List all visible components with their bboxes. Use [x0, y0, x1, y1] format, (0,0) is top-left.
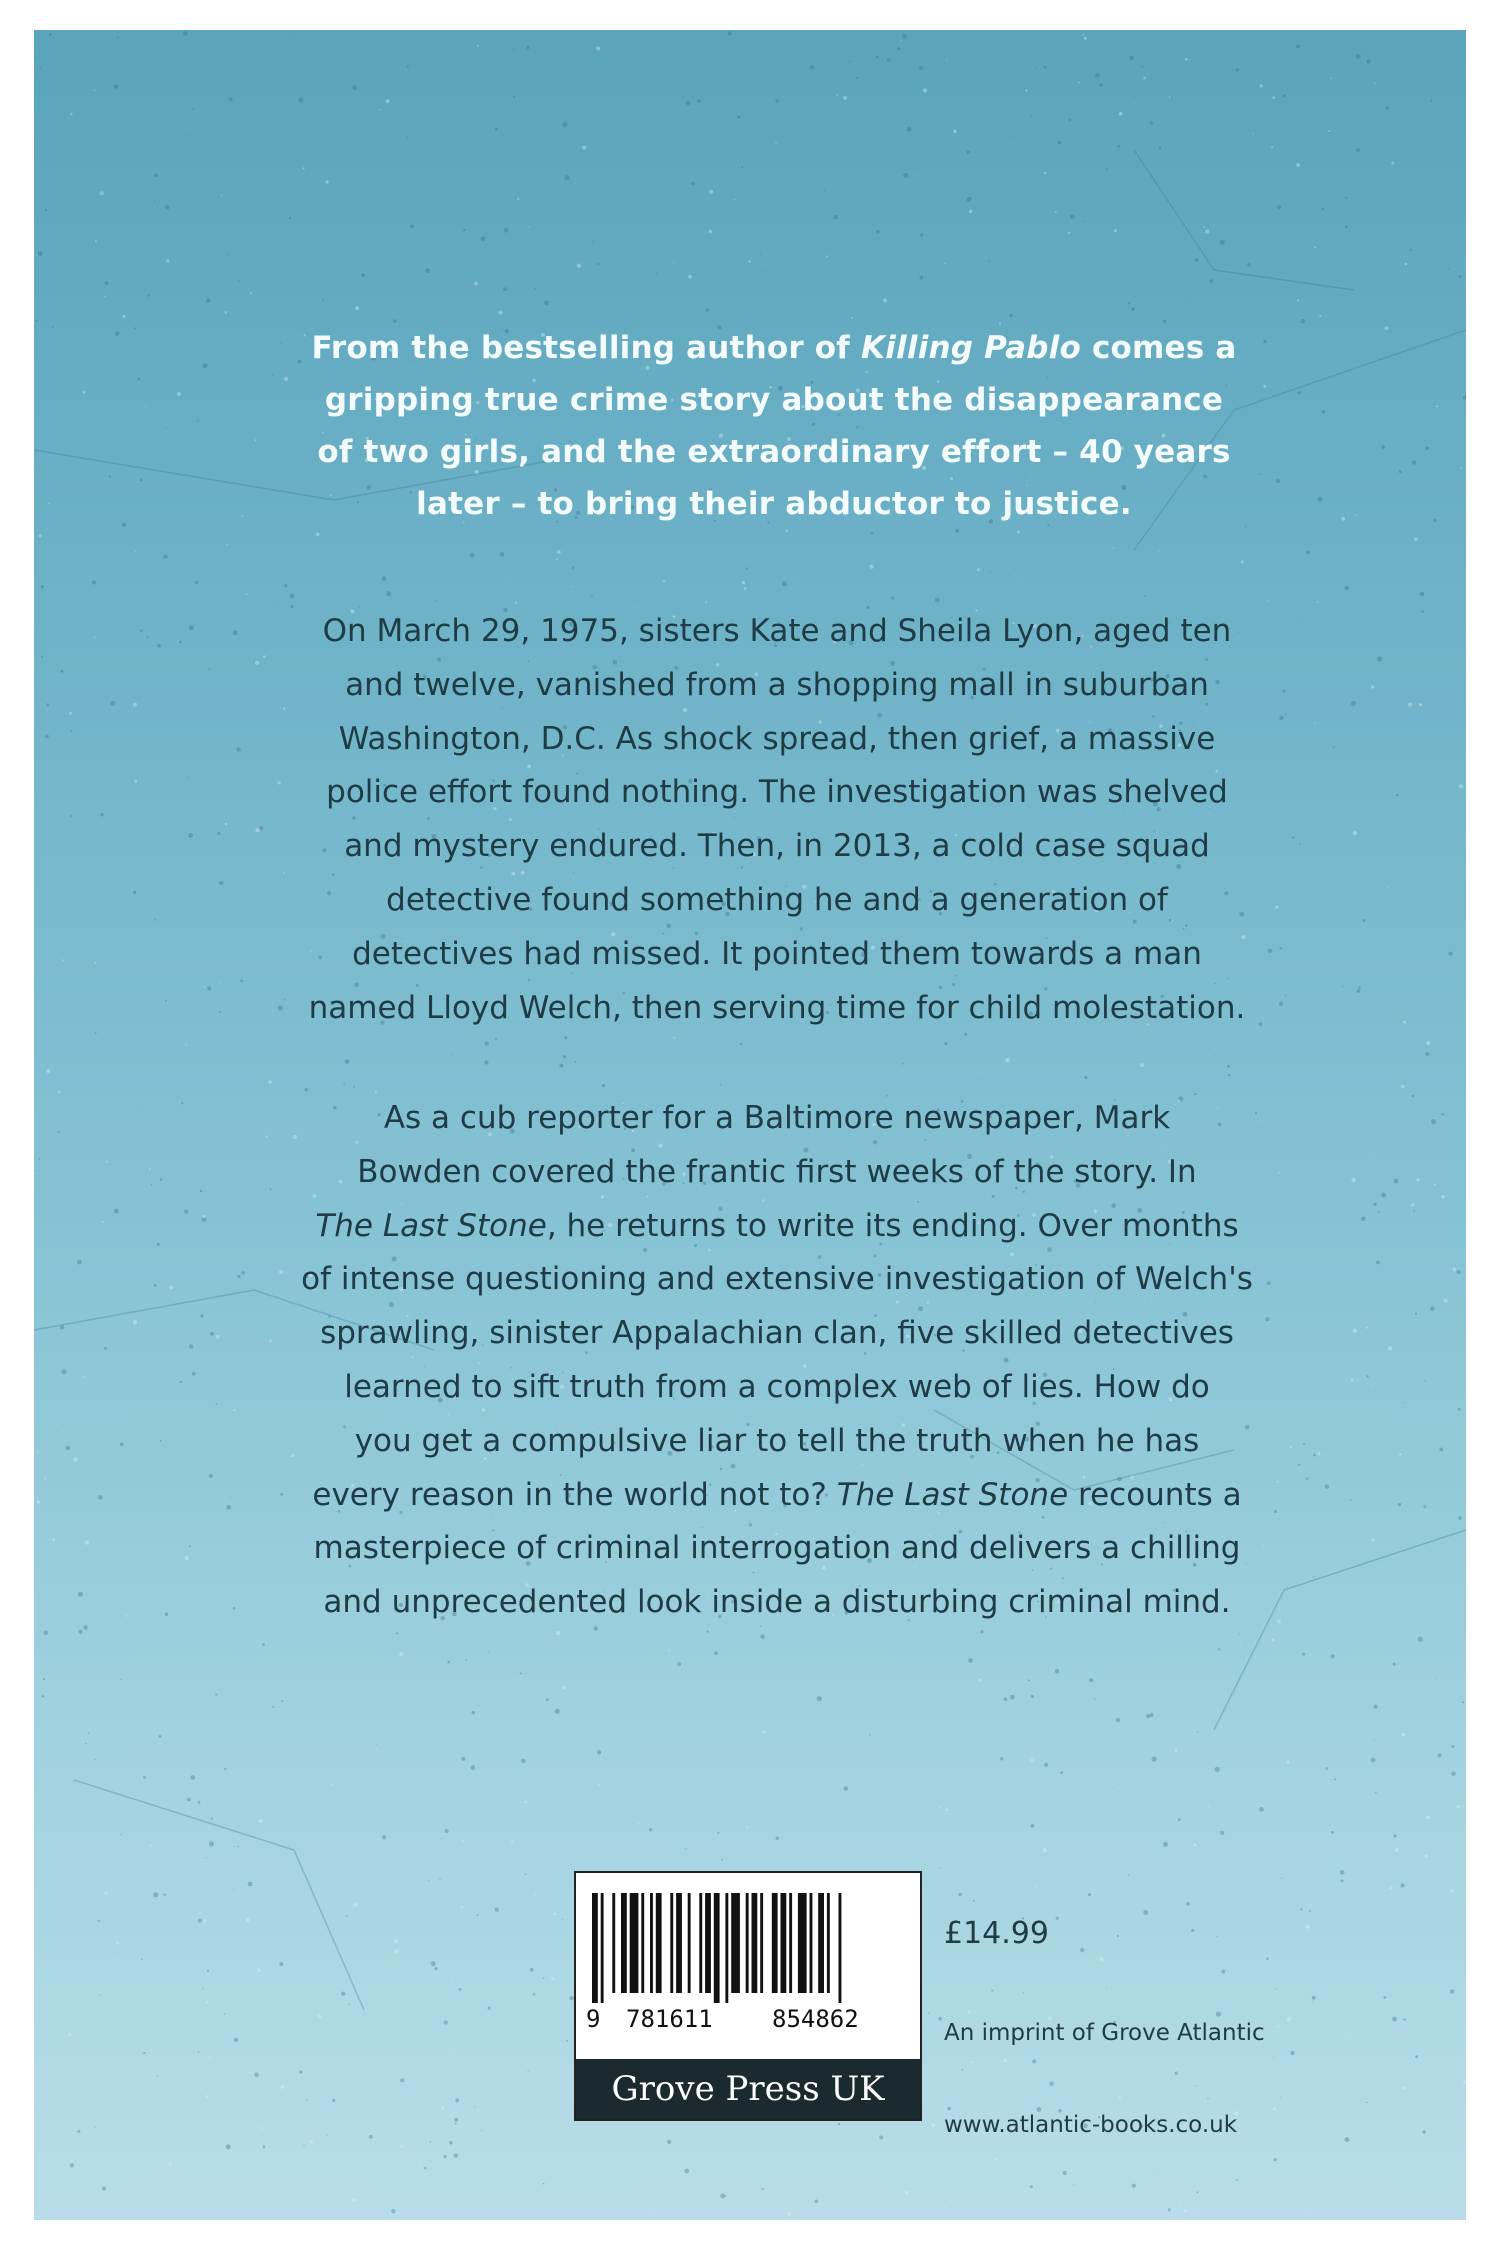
price: £14.99: [944, 1916, 1049, 1951]
p2-line: and unprecedented look inside a disturbing criminal mind.: [323, 1584, 1231, 1621]
back-cover: [34, 30, 1466, 2220]
p2-line: every reason in the world not to? The Last Stone recounts a: [312, 1476, 1242, 1513]
synopsis-paragraph-1: [272, 605, 1282, 1035]
p1-line: and mystery endured. Then, in 2013, a cold case squad: [344, 828, 1210, 865]
p2-line: of intense questioning and extensive investigation of Welch's: [301, 1261, 1253, 1298]
barcode-icon: [592, 1893, 908, 2003]
p2-line: sprawling, sinister Appalachian clan, five skilled detectives: [320, 1315, 1234, 1352]
book-title-the-last-stone: The Last Stone: [836, 1476, 1069, 1513]
p1-line: named Lloyd Welch, then serving time for child molestation.: [308, 989, 1246, 1026]
isbn-left-digits: 781611: [626, 2005, 713, 2033]
p2-line: you get a compulsive liar to tell the truth when he has: [354, 1422, 1200, 1459]
synopsis-paragraph-2: [272, 1092, 1282, 1630]
isbn-digits: [586, 2005, 916, 2037]
p2-line: The Last Stone, he returns to write its ending. Over months: [315, 1207, 1239, 1244]
book-title-the-last-stone: The Last Stone: [315, 1207, 547, 1244]
website-link[interactable]: www.atlantic-books.co.uk: [944, 2112, 1238, 2138]
isbn-first-digit: 9: [586, 2005, 601, 2033]
publisher-label: Grove Press UK: [576, 2059, 920, 2119]
blurb-line-3: of two girls, and the extraordinary effort – 40 years: [317, 434, 1231, 470]
book-title-killing-pablo: Killing Pablo: [861, 330, 1081, 366]
p1-line: detectives had missed. It pointed them towards a man: [352, 935, 1202, 972]
blurb-line-4: later – to bring their abductor to justice.: [416, 486, 1132, 522]
p2-line: Bowden covered the frantic first weeks of the story. In: [357, 1153, 1197, 1190]
p1-line: and twelve, vanished from a shopping mall in suburban: [345, 666, 1209, 703]
p1-line: detective found something he and a generation of: [386, 881, 1168, 918]
p2-line: As a cub reporter for a Baltimore newspaper, Mark: [383, 1100, 1171, 1136]
isbn-barcode-box: [574, 1871, 922, 2121]
p2-line: learned to sift truth from a complex web of lies. How do: [344, 1368, 1210, 1405]
p1-line: On March 29, 1975, sisters Kate and Sheila Lyon, aged ten: [322, 613, 1232, 649]
p1-line: Washington, D.C. As shock spread, then grief, a massive: [338, 720, 1216, 757]
blurb-line-2: gripping true crime story about the disappearance: [324, 382, 1224, 418]
tagline-blurb: [284, 322, 1264, 530]
imprint-text: An imprint of Grove Atlantic: [944, 2020, 1265, 2046]
p2-line: masterpiece of criminal interrogation and delivers a chilling: [313, 1530, 1241, 1567]
blurb-line-1: From the bestselling author of Killing Pablo comes a: [311, 330, 1237, 366]
p1-line: police effort found nothing. The investigation was shelved: [326, 774, 1228, 811]
isbn-right-digits: 854862: [772, 2005, 859, 2033]
